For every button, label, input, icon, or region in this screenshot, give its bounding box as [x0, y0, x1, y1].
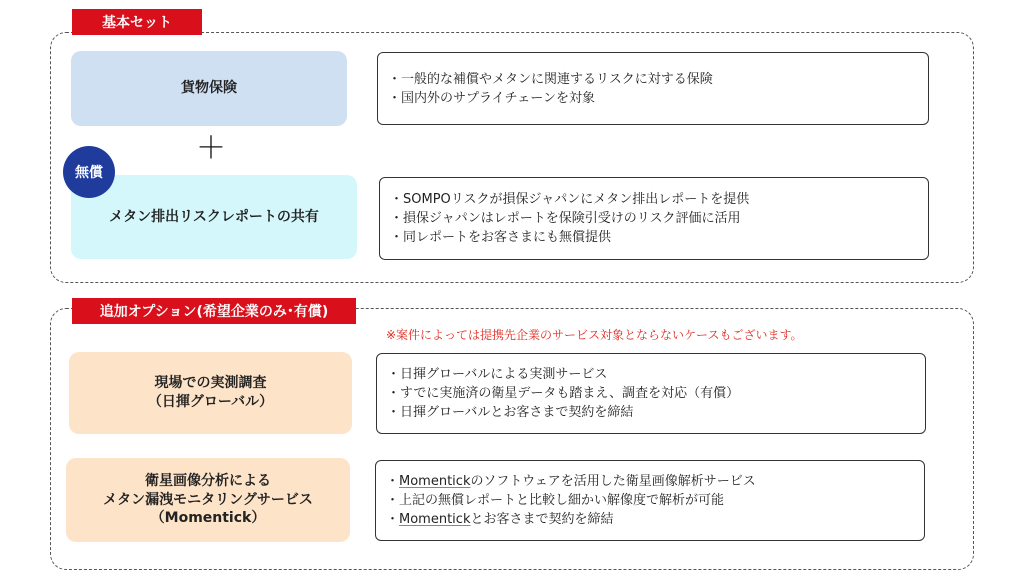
- desc-line: ・日揮グローバルによる実測サービス: [387, 367, 608, 382]
- plus-icon: ＋: [196, 131, 226, 166]
- desc-line: [386, 472, 914, 491]
- momentick-link[interactable]: Momentick: [399, 512, 471, 527]
- desc-line: [386, 510, 914, 529]
- basic-set-tag: 基本セット: [72, 9, 202, 35]
- desc-line: ・同レポートをお客さまにも無償提供: [390, 230, 612, 245]
- satellite-label-2: メタン漏洩モニタリングサービス: [103, 491, 313, 508]
- cargo-insurance-label: 貨物保険: [181, 80, 237, 97]
- desc-line: ・SOMPOリスクが損保ジャパンにメタン排出レポートを提供: [390, 192, 750, 207]
- desc-line: ・損保ジャパンはレポートを保険引受けのリスク評価に活用: [390, 211, 741, 226]
- field-survey-box: [69, 352, 352, 434]
- methane-report-label: メタン排出リスクレポートの共有: [109, 208, 319, 225]
- field-survey-sublabel: （日揮グローバル）: [147, 394, 274, 410]
- desc-line: ・国内外のサプライチェーンを対象: [388, 90, 595, 106]
- methane-report-box: [71, 175, 357, 259]
- field-survey-label: 現場での実測調査: [154, 375, 267, 392]
- bullet: ・: [386, 512, 400, 527]
- momentick-link[interactable]: Momentick: [399, 474, 471, 489]
- methane-report-desc: [379, 177, 929, 260]
- field-survey-desc: [376, 353, 926, 434]
- desc-line: ・上記の無償レポートと比較し細かい解像度で解析が可能: [386, 493, 725, 508]
- option-tag: 追加オプション(希望企業のみ･有償): [72, 298, 356, 324]
- desc-text: とお客さまで契約を締結: [470, 512, 614, 527]
- free-badge: 無償: [63, 146, 115, 198]
- bullet: ・: [386, 474, 400, 489]
- desc-text: のソフトウェアを活用した衛星画像解析サービス: [470, 474, 756, 489]
- cargo-insurance-desc: [377, 52, 929, 125]
- cargo-insurance-box: [71, 51, 347, 126]
- satellite-monitoring-desc: [375, 460, 925, 541]
- satellite-label-3: （Momentick）: [150, 510, 266, 527]
- disclaimer-note: ※案件によっては提携先企業のサービス対象とならないケースもございます。: [386, 328, 803, 342]
- desc-line: ・すでに実施済の衛星データも踏まえ、調査を対応（有償）: [387, 386, 740, 401]
- satellite-monitoring-box: [66, 458, 350, 542]
- desc-line: ・日揮グローバルとお客さまで契約を締結: [387, 405, 634, 420]
- satellite-label-1: 衛星画像分析による: [145, 472, 271, 489]
- desc-line: ・一般的な補償やメタンに関連するリスクに対する保険: [388, 71, 713, 87]
